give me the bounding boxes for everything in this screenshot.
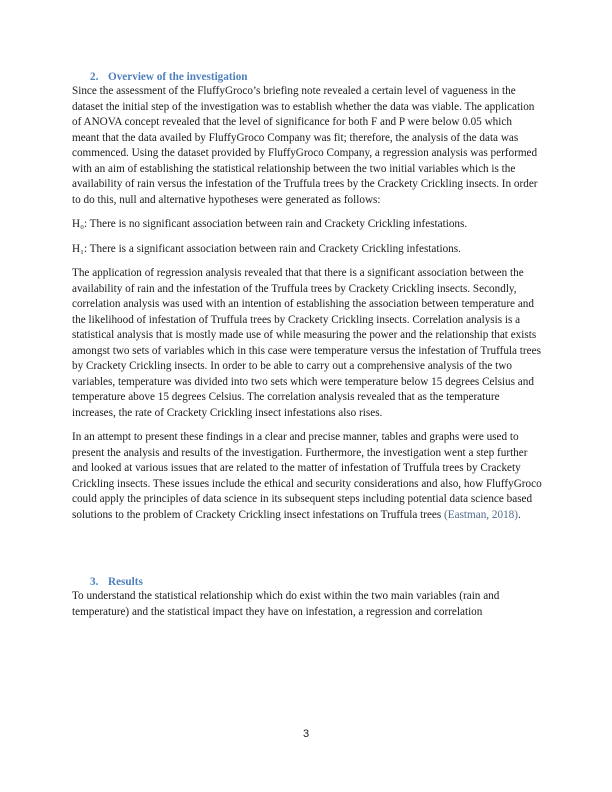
section-2-title: Overview of the investigation [108,71,248,83]
paragraph-3-end: . [518,508,521,521]
page-number: 3 [302,728,310,740]
section-3-number: 3. [90,576,99,588]
section-3-title: Results [108,576,143,588]
section-2-paragraph-3 [72,430,542,523]
section-2-heading [90,70,542,84]
document-page [72,70,542,620]
section-2-paragraph-2: The application of regression analysis revealed that that there is a significant association between the availability of rain and the infestation of the Truffula trees by Crackety Crickling insects. Secondly, correlation analysis was used with an intention of establishing the association between temperature and the likelihood of infestation of Truffula trees by Crackety Crickling insects. Correlation analysis is a statistical analysis that is mostly made use of while measuring the power and the relationship that exists amongst two sets of variables which in this case were temperature versus the infestation of Truffula trees by Crackety Crickling insects. In order to be able to carry out a comprehensive analysis of the two variables, temperature was divided into two sets which were temperature below 15 degrees Celsius and temperature above 15 degrees Celsius. The correlation analysis revealed that as the temperature increases, the rate of Crackety Crickling insect infestations also rises. [72,267,541,419]
alternative-hypothesis: H₁: There is a significant association between rain and Crackety Crickling infestations. [72,242,461,255]
section-2-number: 2. [90,71,99,83]
section-3-heading [90,575,542,589]
section-3-paragraph-1: To understand the statistical relationship which do exist within the two main variables (rain and temperature) and the statistical impact they have on infestation, a regression and correlation [72,590,500,618]
null-hypothesis: H₀: There is no significant association between rain and Crackety Crickling infestations. [72,218,468,230]
section-2-paragraph-1: Since the assessment of the FluffyGroco’s briefing note revealed a certain level of vagueness in the dataset the initial step of the investigation was to establish whether the data was viable. The application of ANOVA concept revealed that the level of significance for both F and P were below 0.05 which meant that the data availed by FluffyGroco Company was fit; therefore, the analysis of the data was commenced. Using the dataset provided by FluffyGroco Company, a regression analysis was performed with an aim of establishing the statistical relationship between the two initial variables which is the availability of rain versus the infestation of the Truffula trees by the Crackety Crickling insects. In order to do this, null and alternative hypotheses were generated as follows: [72,85,538,206]
citation: (Eastman, 2018) [444,508,518,521]
section-2-paragraph-3-text: In an attempt to present these findings in a clear and precise manner, tables and graphs were used to present the analysis and results of the investigation. Furthermore, the investigation went a step further and looked at various issues that are related to the matter of infestation of Truffula trees by Crackety Crickling insects. These issues include the ethical and security considerations and also, how FluffyGroco could apply the principles of data science in its subsequent steps including potential data science based solutions to the problem of Crackety Crickling insect infestations on Truffula trees [72,431,542,521]
